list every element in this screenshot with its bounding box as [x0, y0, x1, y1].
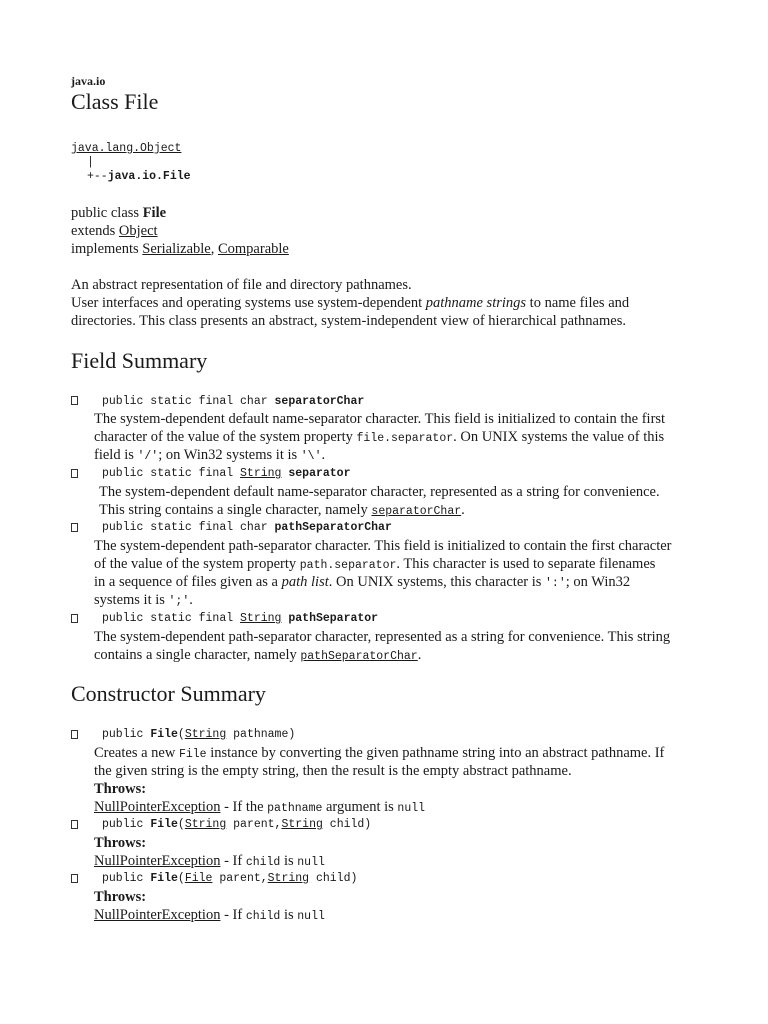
sig-text: child) [322, 818, 372, 831]
sig-text: child) [309, 872, 358, 885]
nullpointerexception-link[interactable]: NullPointerException [94, 799, 221, 815]
desc-text: in a sequence of files given as a [94, 574, 282, 590]
field-name: pathSeparator [288, 612, 379, 625]
field-signature [102, 612, 378, 625]
nullpointerexception-link[interactable]: NullPointerException [94, 907, 221, 923]
field-signature [102, 467, 350, 480]
decl-text: implements [71, 241, 143, 257]
nullpointerexception-link[interactable]: NullPointerException [94, 853, 221, 869]
implements-line [71, 240, 289, 258]
desc-text: User interfaces and operating systems use system-dependent [71, 295, 426, 311]
desc-text: is [280, 907, 298, 923]
desc-text: ; on Win32 systems it is [158, 447, 301, 463]
field-name: separator [288, 467, 351, 480]
hierarchy-pipe: | [87, 156, 94, 169]
constructor-desc-line: the given string is the empty string, then the result is the empty abstract pathname. [94, 763, 572, 779]
field-desc-line [94, 446, 325, 466]
desc-code: ':' [545, 577, 566, 590]
sig-text: public static final [102, 612, 241, 625]
desc-text: . On UNIX systems the value of this [453, 429, 665, 445]
sig-text: public static final [102, 467, 241, 480]
bullet-icon [71, 730, 78, 739]
bullet-icon [71, 614, 78, 623]
sig-text: public static final char [102, 395, 275, 408]
separatorchar-link[interactable]: separatorChar [371, 505, 462, 518]
throws-label: Throws: [94, 781, 147, 797]
throws-label: Throws: [94, 835, 147, 851]
hierarchy-child-name: java.io.File [107, 170, 191, 183]
field-desc-line [94, 428, 664, 448]
bullet-icon [71, 820, 78, 829]
desc-text: systems it is [94, 592, 169, 608]
description-line [71, 294, 629, 312]
desc-code: file.separator [356, 432, 454, 445]
field-desc-line [94, 591, 193, 611]
throws-line [94, 852, 325, 872]
bullet-icon [71, 874, 78, 883]
throws-line [94, 798, 425, 818]
desc-text: . [417, 647, 422, 663]
sig-text: pathname) [226, 728, 296, 741]
package-name: java.io [71, 74, 106, 88]
hierarchy-child [87, 170, 191, 183]
string-type-link[interactable]: String [267, 872, 310, 885]
desc-code: child [245, 910, 281, 923]
hierarchy-branch: +-- [87, 170, 108, 183]
sig-text: ( [177, 728, 185, 741]
string-type-link[interactable]: String [184, 818, 227, 831]
constructor-signature [102, 872, 357, 885]
extends-line [71, 222, 158, 240]
decl-text: extends [71, 223, 119, 239]
desc-text: of the value of the system property [94, 556, 300, 572]
constructor-desc-line [94, 744, 664, 764]
throws-line [94, 906, 325, 926]
field-signature [102, 521, 392, 534]
desc-code: ';' [168, 595, 190, 608]
serializable-link[interactable]: Serializable [142, 241, 211, 257]
throws-label: Throws: [94, 889, 147, 905]
sig-text: ( [177, 818, 185, 831]
desc-text: - If [220, 853, 246, 869]
field-signature [102, 395, 364, 408]
field-desc-line [94, 646, 421, 666]
desc-text: to name files and [526, 295, 630, 311]
constructor-name: File [150, 872, 178, 885]
description-line: An abstract representation of file and directory pathnames. [71, 277, 412, 293]
field-desc-line [94, 573, 630, 593]
sig-text: parent, [226, 818, 282, 831]
sig-text: parent, [212, 872, 268, 885]
desc-text: is [280, 853, 298, 869]
desc-text: This string contains a single character, namely [99, 502, 372, 518]
class-title: Class File [71, 89, 159, 114]
desc-code: path.separator [299, 559, 397, 572]
bullet-icon [71, 469, 78, 478]
desc-text: character of the value of the system property [94, 429, 357, 445]
decl-text: public class [71, 205, 143, 221]
desc-code: child [245, 856, 281, 869]
desc-code: File [178, 748, 207, 761]
sig-text: public [102, 728, 151, 741]
desc-text: . [189, 592, 193, 608]
desc-text: . This character is used to separate filenames [396, 556, 656, 572]
constructor-name: File [150, 728, 178, 741]
desc-text: - If [220, 907, 246, 923]
decl-class-name: File [142, 205, 167, 221]
desc-text: instance by converting the given pathname string into an abstract pathname. If [206, 745, 665, 761]
desc-code: null [397, 802, 426, 815]
desc-code: null [297, 910, 325, 923]
desc-text: - If the [220, 799, 268, 815]
field-name: pathSeparatorChar [274, 521, 392, 534]
string-type-link[interactable]: String [184, 728, 227, 741]
bullet-icon [71, 523, 78, 532]
sig-text: ( [177, 872, 185, 885]
object-link[interactable]: Object [118, 223, 158, 239]
hierarchy-parent-link[interactable]: java.lang.Object [71, 142, 182, 155]
desc-text: . On UNIX systems, this character is [328, 574, 546, 590]
comparable-link[interactable]: Comparable [217, 241, 289, 257]
desc-text: . [321, 447, 326, 463]
desc-code: '\' [300, 450, 322, 463]
file-type-link[interactable]: File [184, 872, 213, 885]
pathseparatorchar-link[interactable]: pathSeparatorChar [300, 650, 418, 663]
desc-emphasis: pathname strings [425, 295, 527, 311]
field-desc-line: The system-dependent path-separator character, represented as a string for convenience. This string [94, 629, 671, 645]
desc-text: field is [94, 447, 138, 463]
string-type-link[interactable]: String [281, 818, 323, 831]
desc-code: pathname [267, 802, 323, 815]
constructor-signature [102, 728, 295, 741]
sig-text: public [102, 818, 151, 831]
field-summary-heading: Field Summary [71, 348, 208, 373]
class-declaration [71, 204, 166, 222]
desc-code: '/' [137, 450, 159, 463]
desc-code: null [297, 856, 325, 869]
string-type-link[interactable]: String [240, 612, 282, 625]
constructor-name: File [150, 818, 178, 831]
desc-text: contains a single character, namely [94, 647, 301, 663]
desc-text: . [461, 502, 465, 518]
field-desc-line: The system-dependent default name-separator character. This field is initialized to contain the first [94, 411, 666, 427]
field-desc-line: The system-dependent path-separator character. This field is initialized to contain the first character [94, 538, 672, 554]
string-type-link[interactable]: String [240, 467, 282, 480]
description-line: directories. This class presents an abstract, system-independent view of hierarchical pathnames. [71, 313, 626, 329]
desc-text: Creates a new [94, 745, 179, 761]
constructor-summary-heading: Constructor Summary [71, 681, 266, 706]
desc-emphasis: path list [281, 574, 329, 590]
bullet-icon [71, 396, 78, 405]
desc-text: argument is [322, 799, 398, 815]
field-name: separatorChar [274, 395, 365, 408]
field-desc-line [94, 555, 655, 575]
decl-sep: , [210, 241, 215, 257]
sig-text: public static final char [102, 521, 275, 534]
sig-text: public [102, 872, 151, 885]
field-desc-line: The system-dependent default name-separator character, represented as a string for convenience. [99, 484, 660, 500]
constructor-signature [102, 818, 371, 831]
desc-text: ; on Win32 [565, 574, 631, 590]
field-desc-line [99, 501, 465, 521]
